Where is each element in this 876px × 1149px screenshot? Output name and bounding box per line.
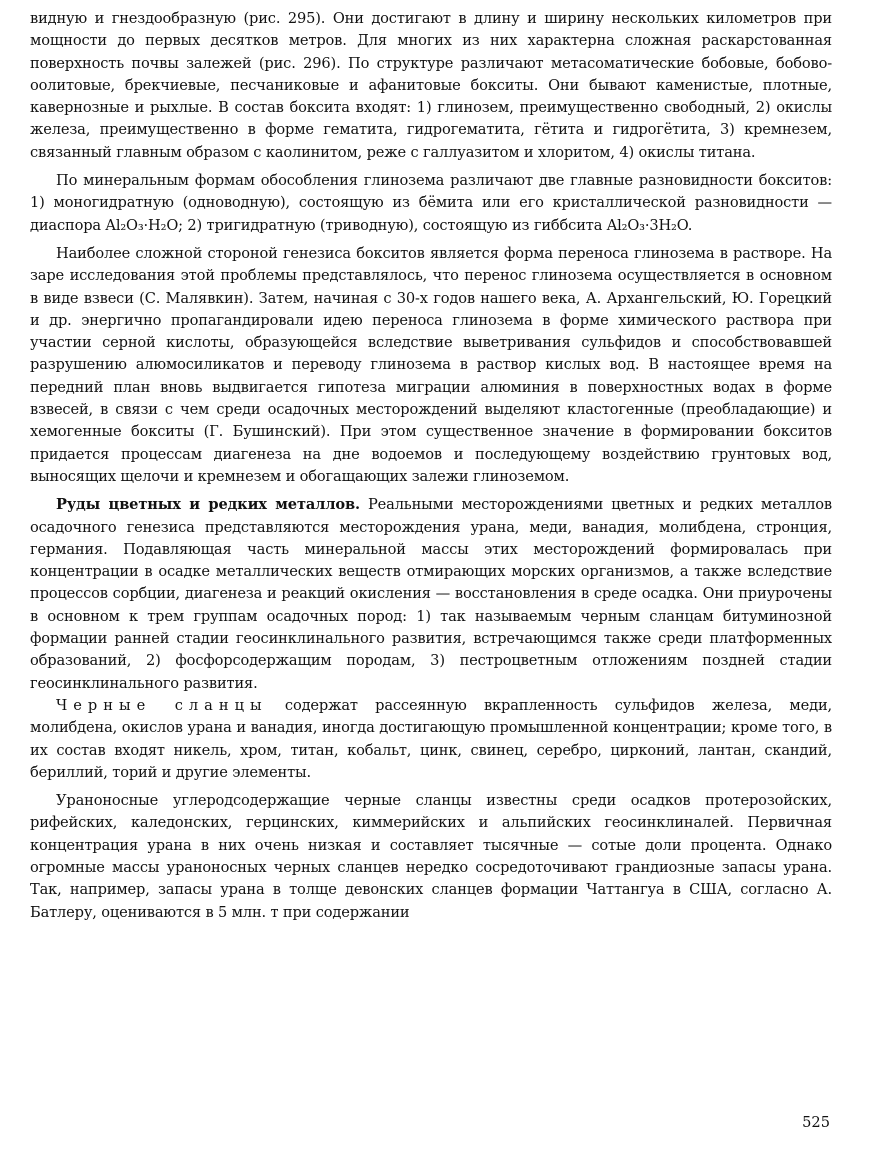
paragraph-nonferrous-ores: [30, 494, 832, 695]
paragraph-alumina-forms: По минеральным формам обособления глинозема различают две главные разновидности бокситов: 1) моногидратную (одноводную), состоящую из бёмита или его кристаллической разновидности — диаспора Al₂O₃·H₂O; 2) тригидратную (триводную), состоящую из гиббсита Al₂O₃·3H₂O.: [30, 172, 832, 234]
paragraph-bauxite-genesis: Наиболее сложной стороной генезиса бокситов является форма переноса глинозема в растворе. На заре исследования этой проблемы представлялось, что перенос глинозема осуществляется в основном в виде взвеси (С. Малявкин). Затем, начиная с 30-х годов нашего века, А. Архангельский, Ю. Горецкий и др. энергично пропагандировали идею переноса глинозема в форме химического раствора при участии серной кислоты, образующейся вследствие выветривания сульфидов и способствовавшей разрушению алюмосиликатов и переводу глинозема в раствор кислых вод. В настоящее время на передний план вновь выдвигается гипотеза миграции алюминия в поверхностных водах в форме взвесей, в связи с чем среди осадочных месторождений выделяют кластогенные (преобладающие) и хемогенные бокситы (Г. Бушинский). При этом существенное значение в формировании бокситов придается процессам диагенеза на дне водоемов и последующему воздействию грунтовых вод, выносящих щелочи и кремнезем и обогащающих залежи глиноземом.: [30, 244, 832, 485]
document-page: [30, 8, 832, 924]
term-black-shales: Черные сланцы: [56, 696, 268, 714]
page-number: 525: [802, 1114, 830, 1131]
paragraph-nonferrous-ores-body: Реальными месторождениями цветных и редких металлов осадочного генезиса представляются месторождения урана, меди, ванадия, молибдена, стронция, германия. Подавляющая часть минеральной массы этих месторождений формировалась при концентрации в осадке металлических веществ отмирающих морских организмов, а также вследствие процессов сорбции, диагенеза и реакций окисления — восстановления в среде осадка. Они приурочены в основном к трем группам осадочных пород: 1) так называемым черным сланцам битуминозной формации ранней стадии геосинклинального развития, встречающимся также среди платформенных образований, 2) фосфорсодержащим породам, 3) пестроцветным отложениям поздней стадии геосинклинального развития.: [30, 496, 832, 692]
paragraph-uranium-shales: Ураноносные углеродсодержащие черные сланцы известны среди осадков протерозойских, рифейских, каледонских, герцинских, киммерийских и альпийских геосинклиналей. Первичная концентрация урана в них очень низкая и составляет тысячные — сотые доли процента. Однако огромные массы ураноносных черных сланцев нередко сосредоточивают грандиозные запасы урана. Так, например, запасы урана в толще девонских сланцев формации Чаттангуа в США, согласно А. Батлеру, оцениваются в 5 млн. т при содержании: [30, 792, 832, 921]
paragraph-black-shales: [30, 695, 832, 784]
paragraph-black-shales-body: содержат рассеянную вкрапленность сульфидов железа, меди, молибдена, окислов урана и ванадия, иногда достигающую промышленной концентрации; кроме того, в их состав входят никель, хром, титан, кобальт, цинк, свинец, серебро, цирконий, лантан, скандий, бериллий, торий и другие элементы.: [30, 696, 833, 781]
paragraph-bauxite-structure: видную и гнездообразную (рис. 295). Они достигают в длину и ширину нескольких километров при мощности до первых десятков метров. Для многих из них характерна сложная раскарстованная поверхность почвы залежей (рис. 296). По структуре различают метасоматические бобовые, бобово-оолитовые, брекчиевые, песчаниковые и афанитовые бокситы. Они бывают каменистые, плотные, кавернозные и рыхлые. В состав боксита входят: 1) глинозем, преимущественно свободный, 2) окислы железа, преимущественно в форме гематита, гидрогематита, гётита и гидрогётита, 3) кремнезем, связанный главным образом с каолинитом, реже с галлуазитом и хлоритом, 4) окислы титана.: [30, 10, 832, 161]
section-heading-nonferrous-ores: Руды цветных и редких металлов.: [56, 496, 360, 514]
